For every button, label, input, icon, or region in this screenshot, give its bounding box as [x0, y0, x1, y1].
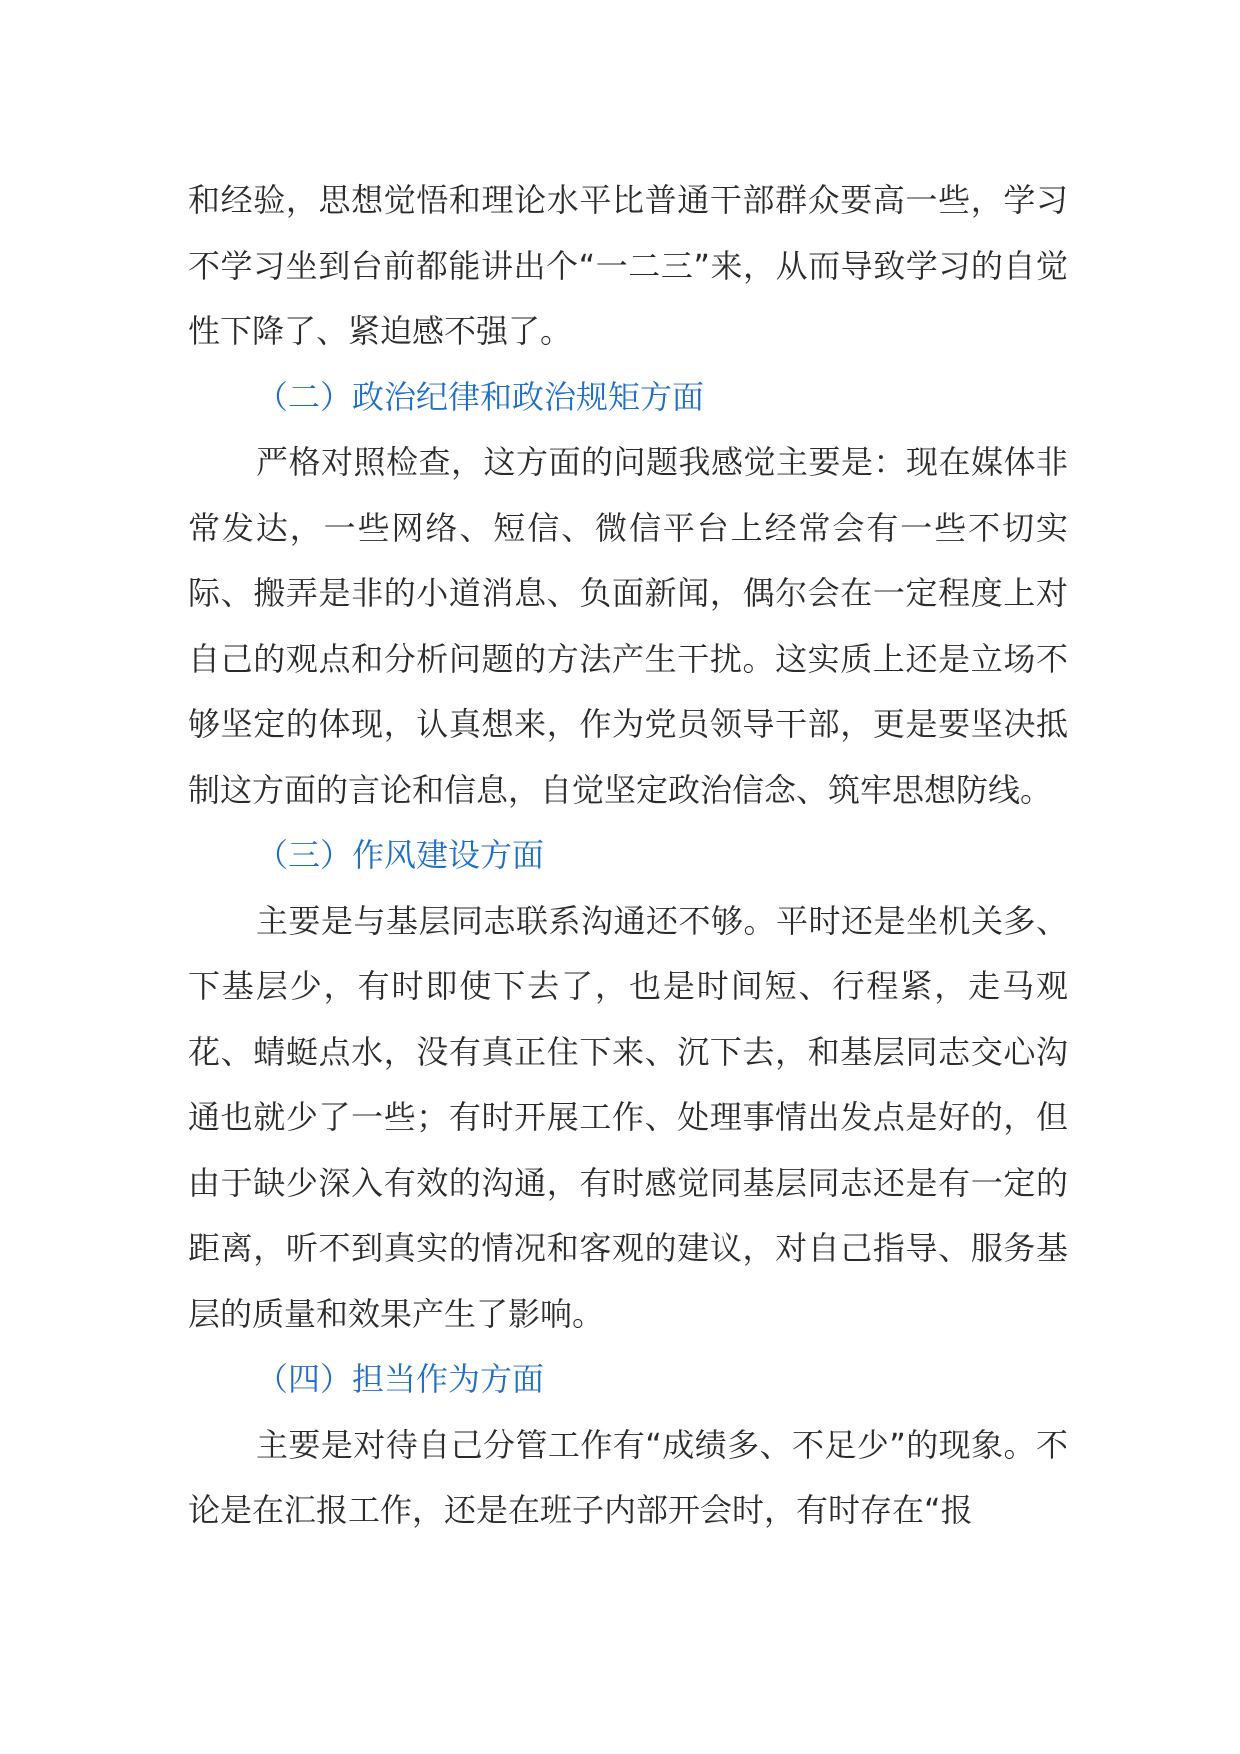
paragraph-continuation: 和经验，思想觉悟和理论水平比普通干部群众要高一些，学习不学习坐到台前都能讲出个“一二三”来，从而导致学习的自觉性下降了、紧迫感不强了。: [188, 181, 1068, 350]
paragraph-responsibility: 主要是对待自己分管工作有“成绩多、不足少”的现象。不论是在汇报工作，还是在班子内部开会时，有时存在“报: [188, 1425, 1068, 1529]
document-body: [188, 168, 1068, 1544]
section-heading-4: （四）担当作为方面: [256, 1360, 545, 1398]
section-heading-2: （二）政治纪律和政治规矩方面: [256, 377, 705, 416]
paragraph-political-discipline: 严格对照检查，这方面的问题我感觉主要是：现在媒体非常发达，一些网络、短信、微信平台上经常会有一些不切实际、搬弄是非的小道消息、负面新闻，偶尔会在一定程度上对自己的观点和分析问题的方法产生干扰。这实质上还是立场不够坚定的体现，认真想来，作为党员领导干部，更是要坚决抵制这方面的言论和信息，自觉坚定政治信念、筑牢思想防线。: [188, 443, 1068, 809]
section-heading-3: （三）作风建设方面: [256, 836, 545, 874]
paragraph-work-style: 主要是与基层同志联系沟通还不够。平时还是坐机关多、下基层少，有时即使下去了，也是时间短、行程紧，走马观花、蜻蜓点水，没有真正住下来、沉下去，和基层同志交心沟通也就少了一些；有时开展工作、处理事情出发点是好的，但由于缺少深入有效的沟通，有时感觉同基层同志还是有一定的距离，听不到真实的情况和客观的建议，对自己指导、服务基层的质量和效果产生了影响。: [188, 901, 1068, 1333]
